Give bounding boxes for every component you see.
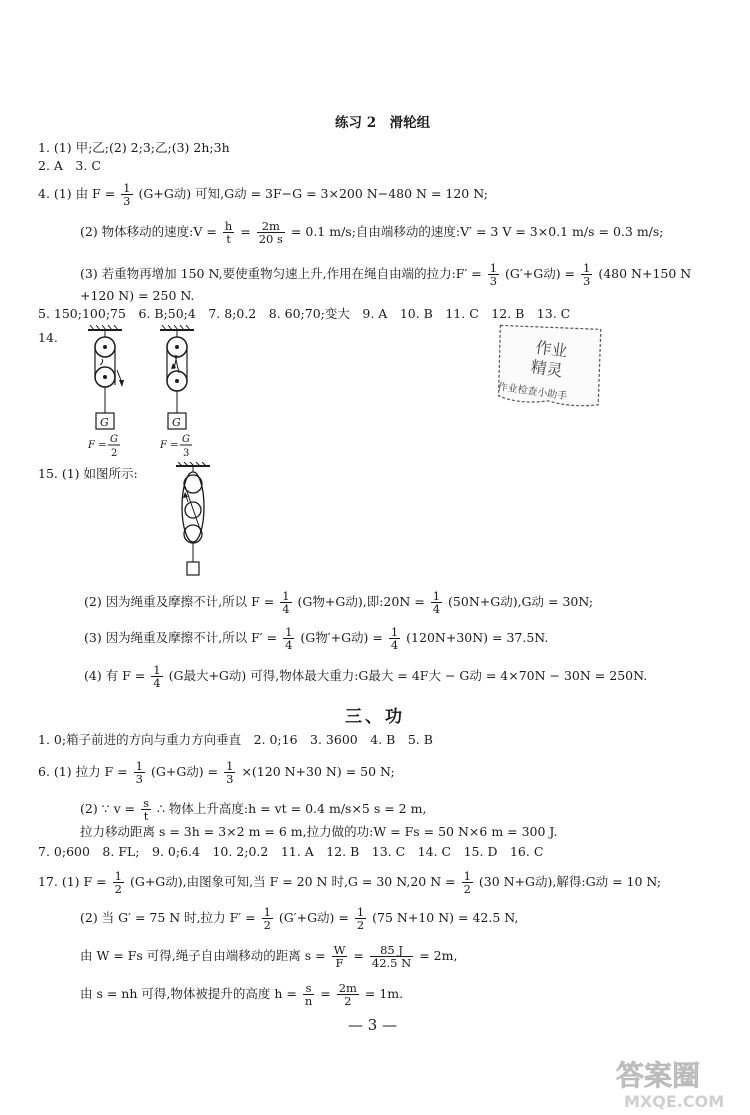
page-number: — 3 — [348, 1016, 398, 1034]
answer-1-5: 1. 0;箱子前进的方向与重力方向垂直 2. 0;16 3. 3600 4. B 5. B [38, 732, 433, 747]
answer-17-1: 17. (1) F = $\frac{1}{2}$ (G+G动),由图象可知,当 F = 20 N 时,G = 30 N,20 N = $\frac{1}{2}$ (30 N+G动),解得:G动 = 10 N; [38, 869, 662, 896]
formula-denominator: 2 [111, 448, 118, 459]
answer-15-1: 15. (1) 如图所示: [38, 466, 138, 481]
weight-label: G [172, 416, 181, 429]
answer-4-2: (2) 物体移动的速度:V = $\frac{h}{t}$ = $\frac{2m}{20 s}$ = 0.1 m/s;自由端移动的速度:V′ = 3 V = 3×0.1 m/s = 0.3 m/s; [80, 219, 664, 246]
answer-line-1: 1. (1) 甲;乙;(2) 2;3;乙;(3) 2h;3h [38, 140, 230, 155]
formula-lhs: F = [88, 440, 107, 451]
answer-6-2: (2) ∵ v = $\frac{s}{t}$ ∴ 物体上升高度:h = vt = 0.4 m/s×5 s = 2 m, [80, 796, 427, 823]
formula-denominator: 3 [183, 448, 190, 459]
pulley-diagram-4-strands [170, 462, 220, 580]
answer-15-2: (2) 因为绳重及摩擦不计,所以 F = $\frac{1}{4}$ (G物+G动),即:20N = $\frac{1}{4}$ (50N+G动),G动 = 30N; [84, 589, 594, 616]
answer-7-16: 7. 0;600 8. FL; 9. 0;6.4 10. 2;0.2 11. A 12. B 13. C 14. C 15. D 16. C [38, 844, 544, 859]
stamp-line-1: 作业 [534, 337, 569, 361]
answer-line-2: 2. A 3. C [38, 158, 101, 173]
watermark-url: MXQE.COM [624, 1092, 725, 1111]
formula-numerator: G [110, 434, 118, 445]
stamp-line-3: 作业检查小助手 [496, 381, 568, 403]
stamp-line-2: 精灵 [529, 357, 564, 381]
formula-numerator: G [182, 434, 190, 445]
pulley-diagram-3-strands [160, 325, 210, 470]
answer-17-4: 由 s = nh 可得,物体被提升的高度 h = $\frac{s}{n}$ = $\frac{2m}{2}$ = 1m. [80, 981, 404, 1008]
answer-17-3: 由 W = Fs 可得,绳子自由端移动的距离 s = $\frac{W}{F}$ = $\frac{85 J}{42.5 N}$ = 2m, [80, 943, 458, 970]
answer-15-3: (3) 因为绳重及摩擦不计,所以 F′ = $\frac{1}{4}$ (G物′+G动) = $\frac{1}{4}$ (120N+30N) = 37.5N. [84, 625, 549, 652]
formula-lhs: F = [160, 440, 179, 451]
site-watermark [610, 1055, 745, 1113]
answer-5-13: 5. 150;100;75 6. B;50;4 7. 8;0.2 8. 60;70;变大 9. A 10. B 11. C 12. B 13. C [38, 306, 571, 321]
answer-15-4: (4) 有 F = $\frac{1}{4}$ (G最大+G动) 可得,物体最大重力:G最大 = 4F大 − G动 = 4×70N − 30N = 250N. [84, 663, 648, 690]
homework-elf-stamp [475, 312, 615, 422]
weight-label: G [100, 416, 109, 429]
answer-4-3-cont: +120 N) = 250 N. [80, 288, 195, 303]
answer-6-1: 6. (1) 拉力 F = $\frac{1}{3}$ (G+G动) = $\frac{1}{3}$ ×(120 N+30 N) = 50 N; [38, 759, 395, 786]
answer-6-3: 拉力移动距离 s = 3h = 3×2 m = 6 m,拉力做的功:W = Fs = 50 N×6 m = 300 J. [80, 824, 558, 839]
answer-4-1: 4. (1) 由 F = $\frac{1}{3}$ (G+G动) 可知,G动 = 3F−G = 3×200 N−480 N = 120 N; [38, 181, 488, 208]
section-title: 练习 2 滑轮组 [335, 115, 431, 131]
watermark-logo-text: 答案圈 [616, 1059, 701, 1092]
answer-17-2: (2) 当 G′ = 75 N 时,拉力 F′ = $\frac{1}{2}$ (G′+G动) = $\frac{1}{2}$ (75 N+10 N) = 42.5 N, [80, 905, 519, 932]
answer-4-3: (3) 若重物再增加 150 N,要使重物匀速上升,作用在绳自由端的拉力:F′ = $\frac{1}{3}$ (G′+G动) = $\frac{1}{3}$ (480 N+150 N [80, 261, 692, 288]
answer-14-label: 14. [38, 330, 58, 345]
section-heading: 三、功 [345, 707, 405, 727]
pulley-diagram-2-strands [88, 325, 138, 470]
